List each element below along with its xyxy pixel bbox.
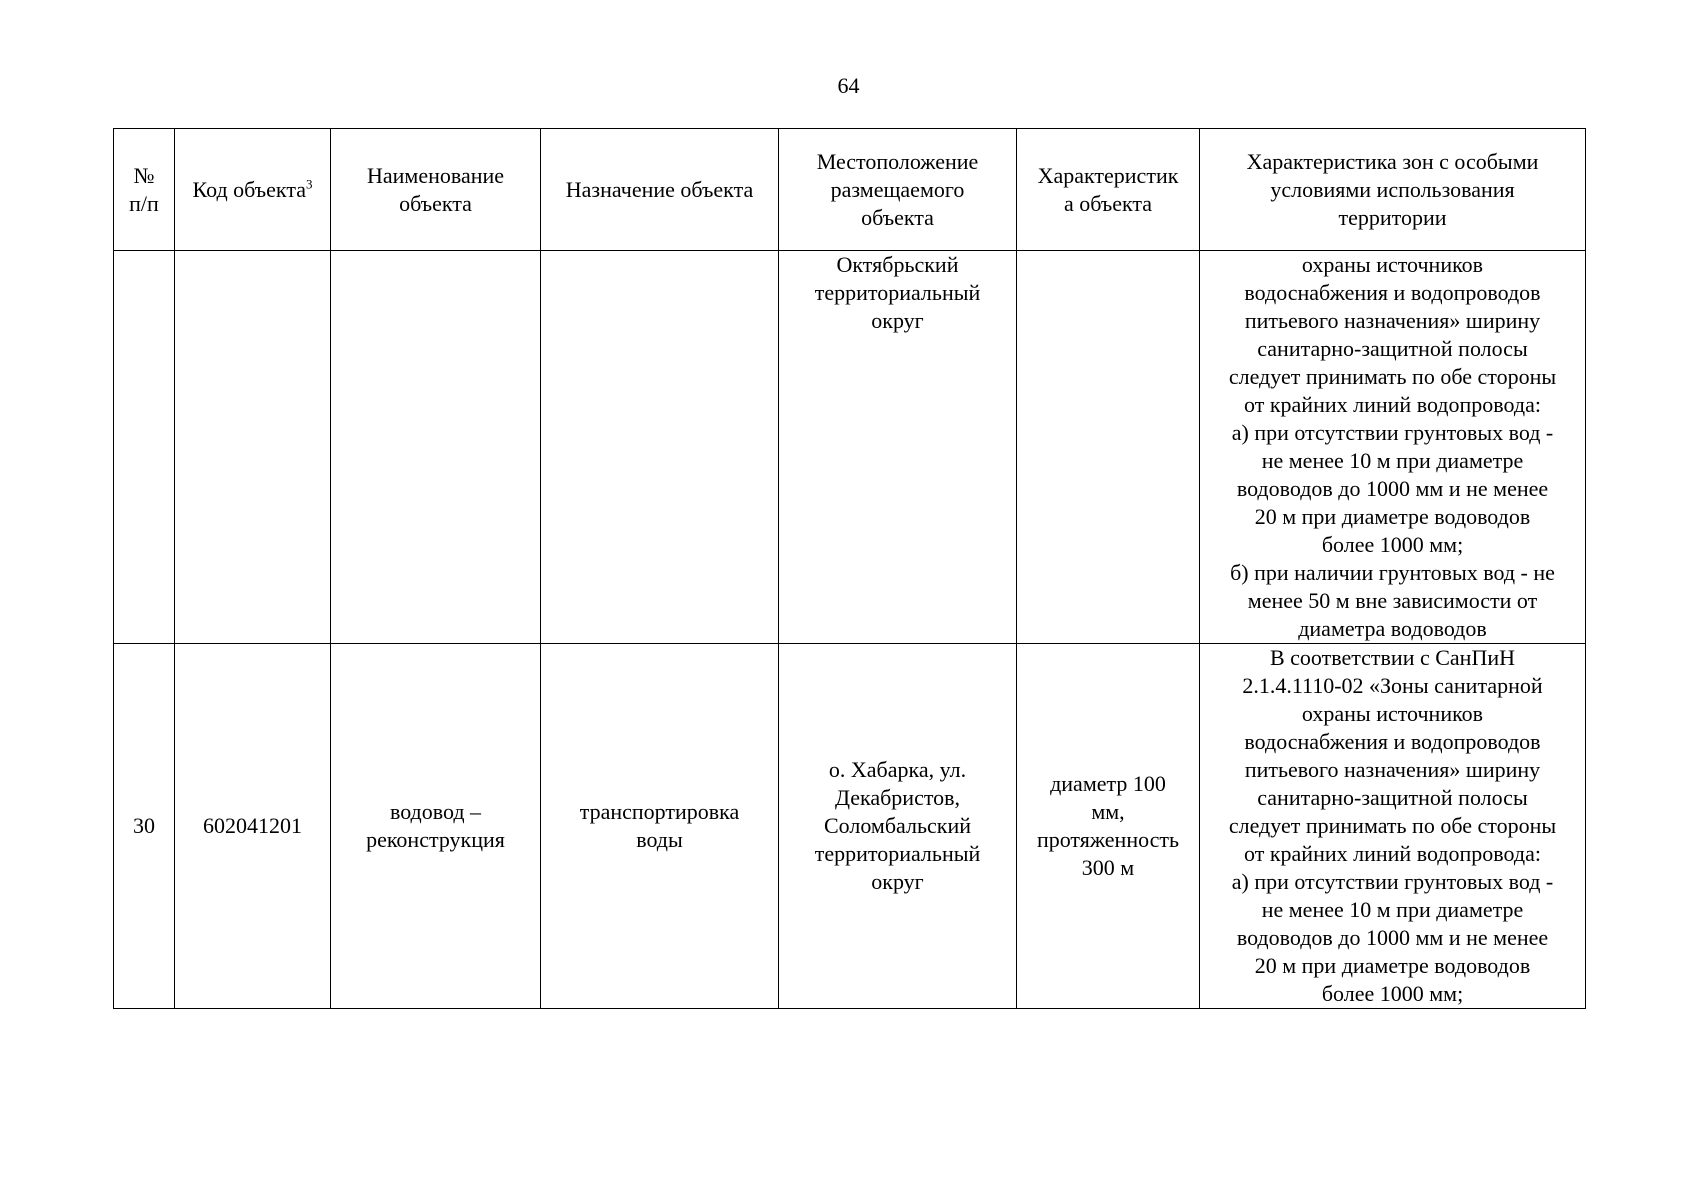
header-purpose-text: Назначение объекта bbox=[565, 176, 754, 202]
header-name bbox=[331, 129, 541, 251]
cell-location bbox=[779, 644, 1017, 1009]
cell-location-line: округ bbox=[871, 869, 924, 894]
header-num-line: № bbox=[133, 162, 155, 188]
cell-zones-line: следует принимать по обе стороны bbox=[1228, 364, 1557, 389]
cell-zones-line: а) при отсутствии грунтовых вод - bbox=[1231, 420, 1554, 445]
cell-name-line: водовод – bbox=[389, 799, 482, 824]
cell-num bbox=[114, 251, 175, 644]
cell-characteristic bbox=[1017, 644, 1200, 1009]
cell-zones-line: водоводов до 1000 мм и не менее bbox=[1236, 476, 1549, 501]
objects-table bbox=[113, 128, 1586, 1009]
cell-zones bbox=[1200, 251, 1586, 644]
cell-purpose bbox=[541, 251, 779, 644]
cell-zones-line: диаметра водоводов bbox=[1298, 616, 1487, 641]
cell-name-line: реконструкция bbox=[366, 827, 505, 852]
cell-name bbox=[331, 251, 541, 644]
header-zones bbox=[1200, 129, 1586, 251]
cell-purpose-line: воды bbox=[636, 827, 683, 852]
cell-zones-line: В соответствии с СанПиН bbox=[1269, 645, 1515, 670]
header-characteristic bbox=[1017, 129, 1200, 251]
cell-location-line: округ bbox=[871, 308, 924, 333]
cell-characteristic-line: мм, bbox=[1091, 799, 1125, 824]
cell-characteristic-line: протяженность bbox=[1036, 827, 1180, 852]
cell-zones-line: санитарно-защитной полосы bbox=[1257, 336, 1528, 361]
cell-zones-line: от крайних линий водопровода: bbox=[1244, 841, 1541, 866]
header-location-line: объекта bbox=[861, 204, 934, 230]
cell-location bbox=[779, 251, 1017, 644]
cell-characteristic-line: 300 м bbox=[1081, 855, 1135, 880]
cell-zones-line: водоводов до 1000 мм и не менее bbox=[1236, 925, 1549, 950]
cell-zones-line: от крайних линий водопровода: bbox=[1244, 392, 1541, 417]
footnote-mark: 3 bbox=[305, 176, 313, 192]
header-purpose bbox=[541, 129, 779, 251]
table-row bbox=[114, 644, 1586, 1009]
cell-zones-line: б) при наличии грунтовых вод - не bbox=[1230, 560, 1555, 585]
cell-zones-line: охраны источников bbox=[1301, 252, 1484, 277]
header-num bbox=[114, 129, 175, 251]
header-zones-line: Характеристика зон с особыми bbox=[1246, 148, 1539, 174]
cell-characteristic-line: диаметр 100 bbox=[1050, 771, 1166, 796]
cell-zones-line: питьевого назначения» ширину bbox=[1244, 757, 1541, 782]
header-characteristic-line: Характеристик bbox=[1037, 162, 1179, 188]
header-zones-line: условиями использования bbox=[1270, 176, 1515, 202]
cell-characteristic bbox=[1017, 251, 1200, 644]
header-location-line: Местоположение bbox=[816, 148, 979, 174]
cell-zones bbox=[1200, 644, 1586, 1009]
cell-location-line: Декабристов, bbox=[834, 785, 961, 810]
cell-location-line: о. Хабарка, ул. bbox=[828, 757, 967, 782]
header-name-line: объекта bbox=[399, 190, 472, 216]
table-row bbox=[114, 251, 1586, 644]
cell-zones-line: 20 м при диаметре водоводов bbox=[1254, 504, 1531, 529]
header-location bbox=[779, 129, 1017, 251]
cell-zones-line: следует принимать по обе стороны bbox=[1228, 813, 1557, 838]
cell-zones-line: не менее 10 м при диаметре bbox=[1261, 448, 1524, 473]
cell-zones-line: питьевого назначения» ширину bbox=[1244, 308, 1541, 333]
cell-code bbox=[175, 251, 331, 644]
cell-purpose bbox=[541, 644, 779, 1009]
cell-zones-line: менее 50 м вне зависимости от bbox=[1247, 588, 1538, 613]
header-num-line: п/п bbox=[129, 190, 159, 216]
cell-name bbox=[331, 644, 541, 1009]
table-header-row bbox=[114, 129, 1586, 251]
cell-zones-line: охраны источников bbox=[1301, 701, 1484, 726]
header-zones-line: территории bbox=[1338, 204, 1447, 230]
header-characteristic-line: а объекта bbox=[1063, 190, 1153, 216]
cell-location-line: территориальный bbox=[814, 280, 981, 305]
cell-zones-line: водоснабжения и водопроводов bbox=[1244, 729, 1541, 754]
header-name-line: Наименование bbox=[366, 162, 505, 188]
cell-zones-line: а) при отсутствии грунтовых вод - bbox=[1231, 869, 1554, 894]
cell-zones-line: более 1000 мм; bbox=[1321, 532, 1464, 557]
cell-zones-line: водоснабжения и водопроводов bbox=[1244, 280, 1541, 305]
cell-code: 602041201 bbox=[175, 644, 331, 1009]
cell-location-line: Соломбальский bbox=[823, 813, 972, 838]
page-number: 64 bbox=[837, 73, 860, 98]
header-code-text: Код объекта bbox=[192, 176, 306, 202]
cell-zones-line: санитарно-защитной полосы bbox=[1257, 785, 1528, 810]
cell-zones-line: 2.1.4.1110-02 «Зоны санитарной bbox=[1242, 673, 1543, 698]
cell-zones-line: 20 м при диаметре водоводов bbox=[1254, 953, 1531, 978]
header-location-line: размещаемого bbox=[830, 176, 965, 202]
header-code bbox=[175, 129, 331, 251]
cell-zones-line: более 1000 мм; bbox=[1321, 981, 1464, 1006]
cell-location-line: Октябрьский bbox=[836, 252, 959, 277]
cell-location-line: территориальный bbox=[814, 841, 981, 866]
cell-purpose-line: транспортировка bbox=[579, 799, 740, 824]
cell-zones-line: не менее 10 м при диаметре bbox=[1261, 897, 1524, 922]
cell-num: 30 bbox=[114, 644, 175, 1009]
